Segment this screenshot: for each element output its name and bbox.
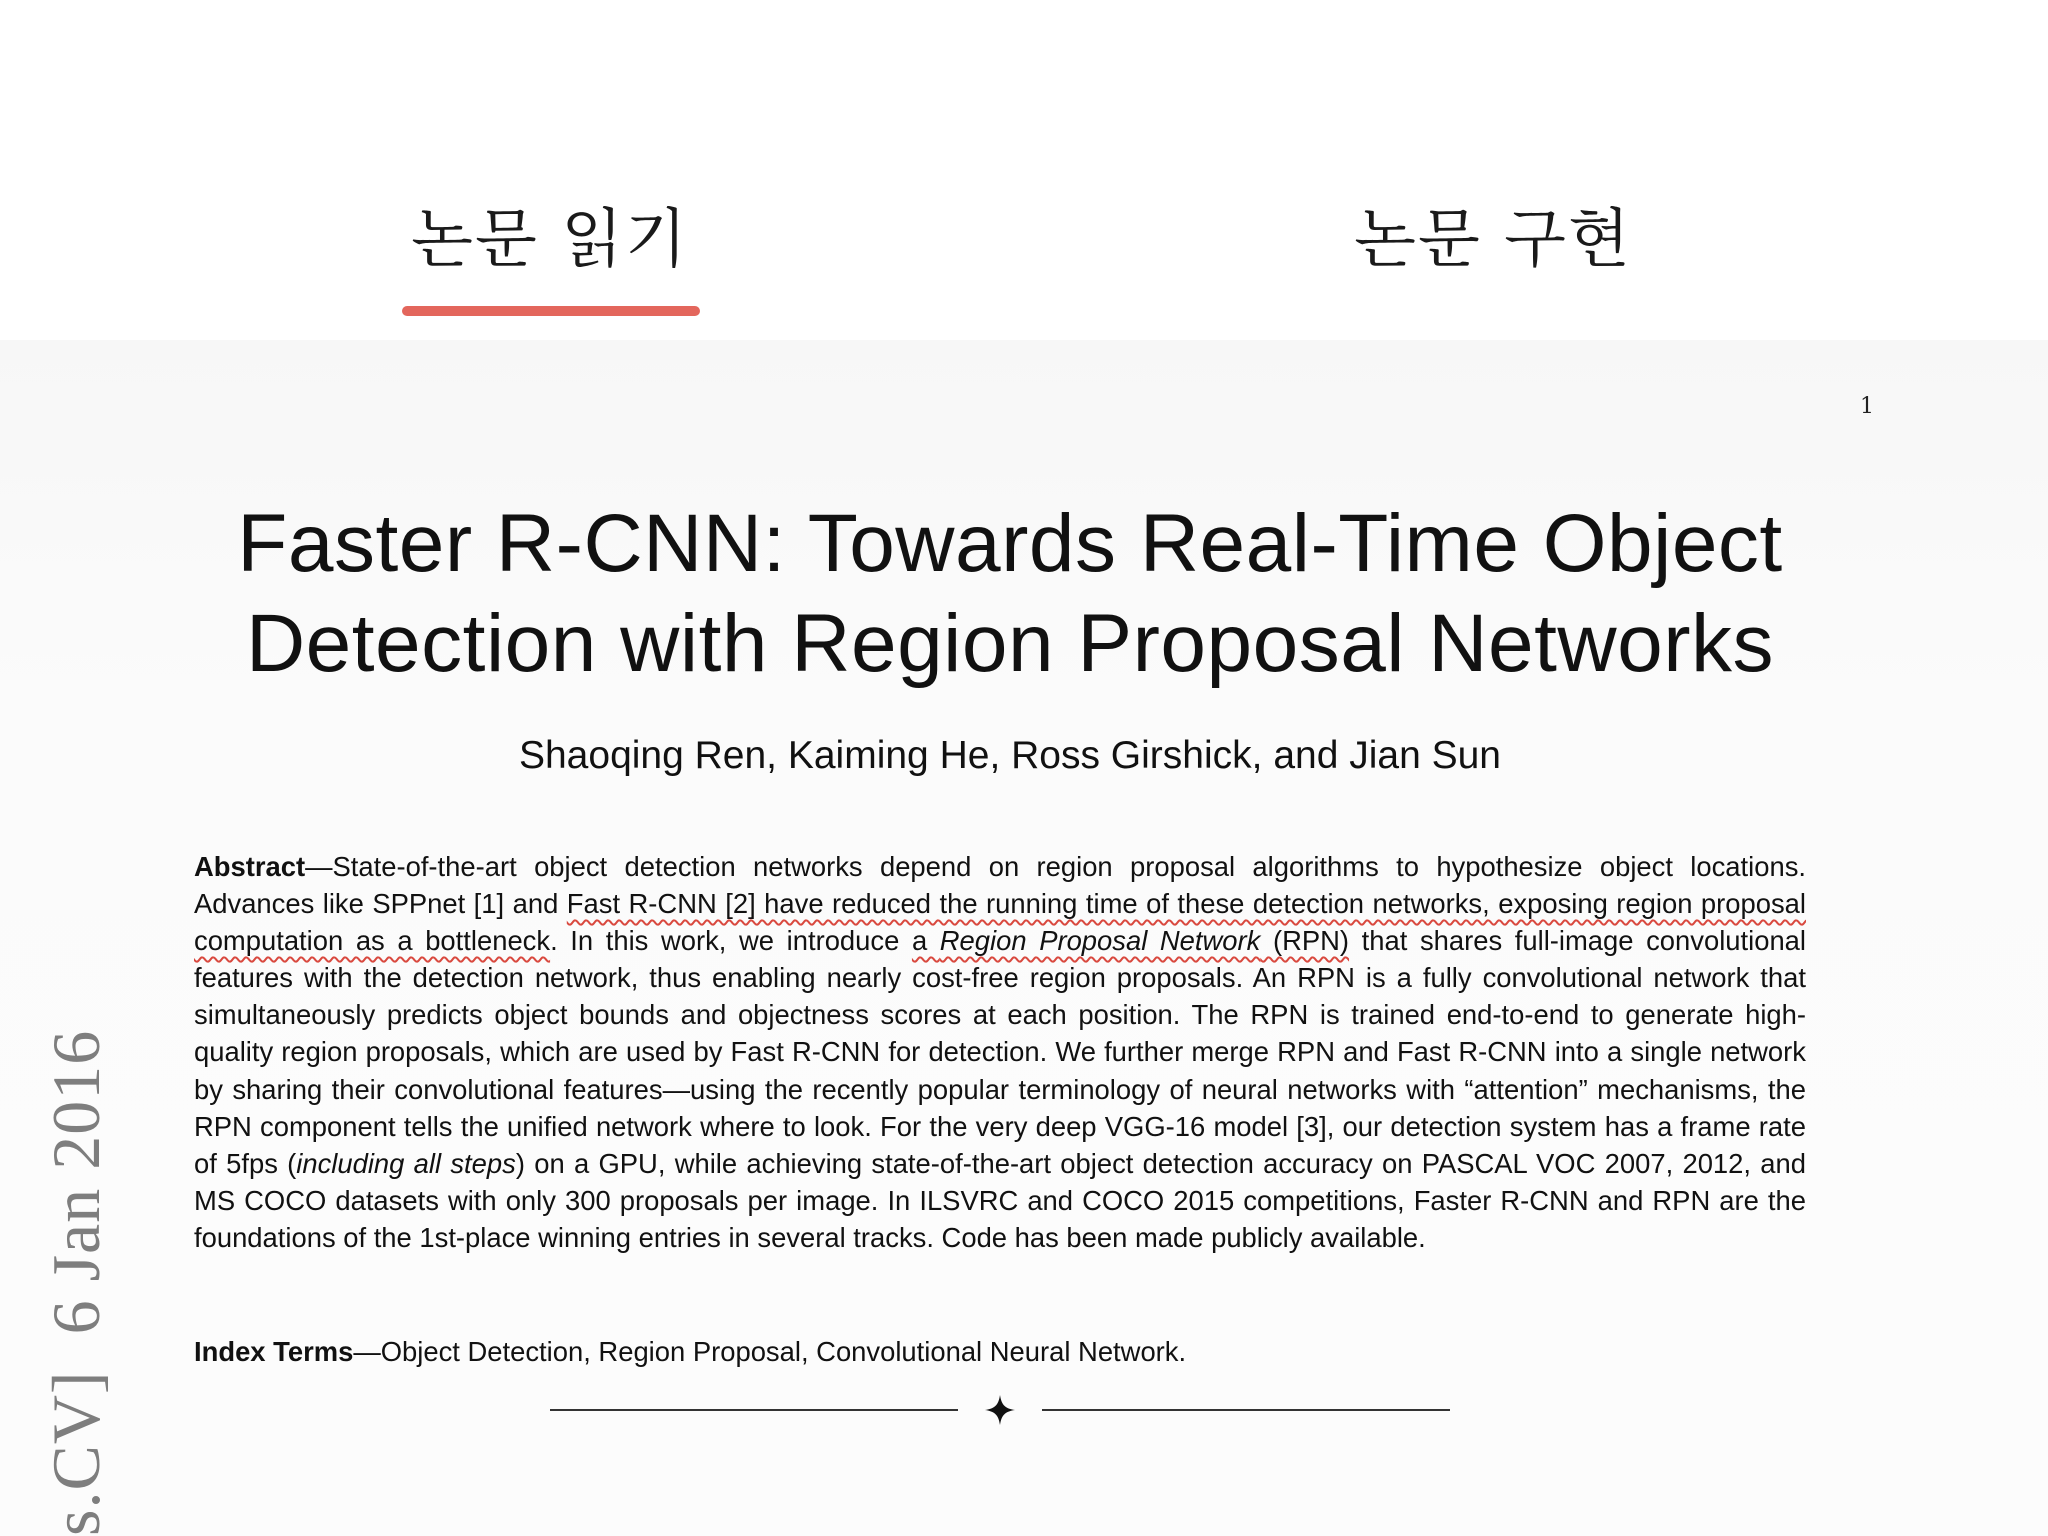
abstract-italic-steps: including all steps [296, 1147, 516, 1179]
tab-read-paper[interactable] [400, 203, 700, 318]
index-terms-text: —Object Detection, Region Proposal, Convolutional Neural Network. [353, 1336, 1187, 1367]
index-terms [194, 1334, 1806, 1370]
tab-implement-paper-label: 논문 구현 [1354, 203, 1632, 277]
abstract-text-3: that shares full-image convolutional features with the detection network, thus enabling nearly cost-free region proposals. An RPN is a fully convolutional network that simultaneously predicts object bounds and objectness scores at each position. The RPN is trained end-to-end to generate high-quality region proposals, which are used by Fast R-CNN for detection. We further merge RPN and Fast R-CNN into a single network by sharing their convolutional features—using the recently popular terminology of neural networks with “attention” mechanisms, the RPN component tells the unified network where to look. For the very deep VGG-16 model [3], our detection system has a frame rate of 5fps ( [194, 925, 1807, 1179]
paper-authors: Shaoqing Ren, Kaiming He, Ross Girshick, and Jian Sun [518, 734, 1501, 777]
tab-bar [0, 0, 2048, 340]
divider-line-right [1042, 1409, 1450, 1411]
paper-title-line-2: Detection with Region Proposal Networks [245, 598, 1775, 689]
highlighted-phrase-rpn-prefix: a [911, 925, 940, 957]
highlighted-phrase-rpn [912, 925, 1349, 956]
index-terms-heading: Index Terms [194, 1336, 354, 1367]
highlighted-term-rpn: Region Proposal Network [939, 925, 1261, 957]
abstract-heading: Abstract [194, 851, 306, 882]
abstract-text-4: ) on a GPU, while achieving state-of-the-art object detection accuracy on PASCAL VOC 2007, 2012, and MS COCO datasets with only 300 proposals per image. In ILSVRC and COCO 2015 competitions, Faster R-CNN and RPN are the foundations of the 1st-place winning entries in several tracks. Code has been made publicly available. [194, 1147, 1806, 1253]
divider-line-left [550, 1409, 958, 1411]
abstract-text-2: . In this work, we introduce [550, 925, 912, 957]
highlighted-phrase-rpn-suffix: (RPN) [1260, 925, 1350, 957]
active-tab-indicator [402, 306, 700, 316]
arxiv-side-stamp: s.CV] 6 Jan 2016 [38, 1029, 114, 1536]
abstract [194, 848, 1806, 1256]
section-divider [550, 1394, 1450, 1426]
abstract-text-1: —State-of-the-art object detection networks depend on region proposal algorithms to hypothesize object locations. Advances like SPPnet [1] and [194, 851, 1806, 920]
paper-title [160, 494, 1860, 694]
highlighted-phrase-bottleneck: Fast R-CNN [2] have reduced the running time of these detection networks, exposing region proposal computation as a bottleneck [194, 888, 1806, 957]
tab-read-paper-label: 논문 읽기 [411, 203, 689, 277]
four-point-star-icon [984, 1394, 1016, 1426]
tab-implement-paper[interactable] [1338, 203, 1648, 318]
paper-title-line-1: Faster R-CNN: Towards Real-Time Object [237, 498, 1783, 589]
page-number: 1 [1860, 394, 1874, 419]
